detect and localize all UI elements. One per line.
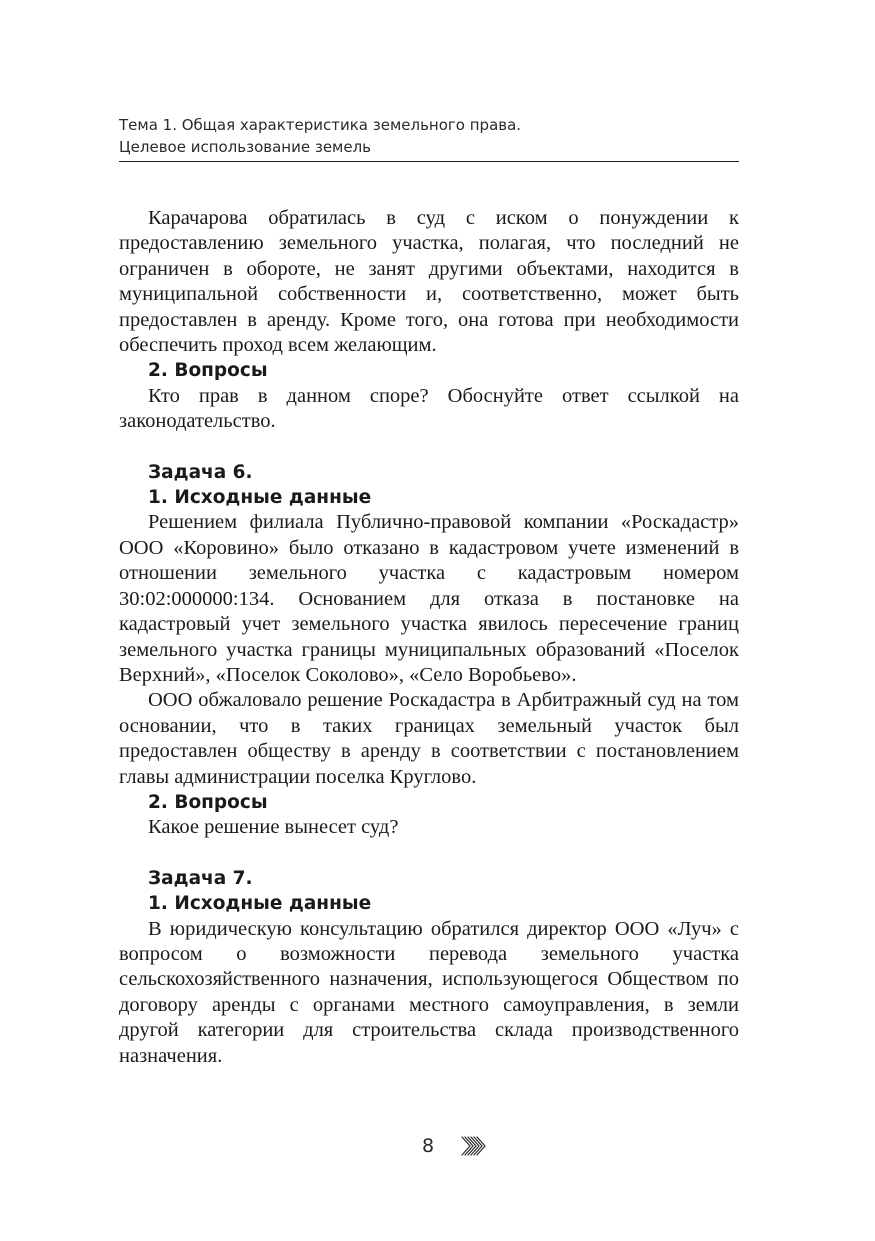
chevrons-right-icon [460,1134,490,1158]
running-head-line-1: Тема 1. Общая характеристика земельного права. [119,116,522,134]
task-6-source-heading: 1. Исходные данные [148,487,372,509]
running-head [119,114,739,158]
task-6-question: Какое решение вынесет суд? [148,816,399,839]
intro-paragraph: Карачарова обратилась в суд с иском о понуждении к предоставлению земельного участка, полагая, что последний не ограничен в обороте, не занят другими объектами, находится в муниципальной собственности и, соответственно, может быть предоставлен в аренду. Кроме того, она готова при необходимости обеспечить проход всем желающим. [119,207,739,357]
intro-section [119,206,739,435]
task-6-title: Задача 6. [148,461,253,483]
task-6-section [119,460,739,841]
task-7-source-heading: 1. Исходные данные [148,893,372,915]
header-divider [119,161,739,162]
section-spacer [119,841,739,866]
page-body [119,206,739,1069]
task-7-section [119,866,739,1069]
running-head-line-2: Целевое использование земель [119,138,372,156]
task-6-paragraph-1: Решением филиала Публично-правовой компании «Роскадастр» ООО «Коровино» было отказано в кадастровом учете изменений в отношении земельного участка с кадастровым номером 30:02:000000:134. Основанием для отказа в постановке на кадастровый учет земельного участка явилось пересечение границ земельного участка границы муниципальных образований «Поселок Верхний», «Поселок Соколово», «Село Воробьево». [119,511,739,686]
task-6-paragraph-2: ООО обжаловало решение Роскадастра в Арбитражный суд на том основании, что в таких границах земельный участок был предоставлен обществу в аренду в соответствии с постановлением главы администрации поселка Круглово. [119,689,739,788]
page-number: 8 [421,1135,435,1157]
intro-question: Кто прав в данном споре? Обоснуйте ответ ссылкой на законодательство. [119,384,739,433]
task-7-title: Задача 7. [148,867,253,889]
section-spacer [119,435,739,460]
task-7-paragraph-1: В юридическую консультацию обратился директор ООО «Луч» с вопросом о возможности перевода земельного участка сельскохозяйственного назначения, использующегося Обществом по договору аренды с органами местного самоуправления, в земли другой категории для строительства склада производственного назначения. [119,917,739,1067]
intro-questions-heading: 2. Вопросы [148,360,268,382]
task-6-questions-heading: 2. Вопросы [148,791,268,813]
